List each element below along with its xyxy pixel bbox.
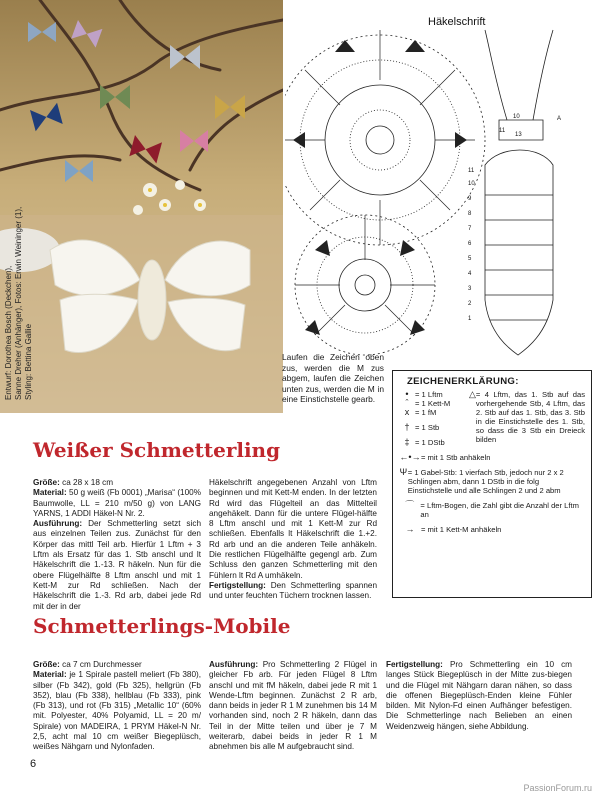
instructions-text: Der Schmetterling setzt sich aus einzelnen Teilen zus. Zunächst für den Körper das mittl Teil arb. Hierfür 1 Lftm + 3 Lftm als Ersatz für das 1. Stb anschl und lt Häkelschrift die 1.-13. R häkeln. Nun für die obere Flügelhälfte 8 Lftm anschl und mit 1 Kett-M zur Rd schließen. Nach der Häkelschrift die 1.-3. Rd arb, dabei jede Rd mit der in der <box>33 519 201 611</box>
triangle-icon: △ <box>469 389 476 399</box>
instructions-label: Ausführung: <box>209 660 259 669</box>
slip-stitch-icon: ˆ <box>405 398 409 408</box>
join-dc-icon: ←•→ <box>399 452 421 462</box>
legend-item <box>399 423 469 432</box>
legend-text: = mit 1 Kett-M anhäkeln <box>421 525 502 534</box>
section2-title: Schmetterlings-Mobile <box>33 614 291 638</box>
row-number: 10 <box>468 181 475 187</box>
section2-col1 <box>33 660 201 753</box>
section1-title: Weißer Schmetterling <box>33 438 281 462</box>
legend-text: = 1 Gabel-Stb: 1 vierfach Stb, jedoch nur 2 x 2 Schlingen abm, dann 1 DStb in die folg Einstichstelle und alle Schlingen 2 und 2 abm <box>407 468 564 495</box>
legend-title: ZEICHENERKLÄRUNG: <box>407 376 519 387</box>
watermark: PassionForum.ru <box>523 783 592 793</box>
credit-line: Sanne Dreher (Anhänger), Fotos: Erwin Weininger (1), <box>14 206 23 400</box>
row-number: 1 <box>468 316 472 322</box>
photo-credit <box>4 200 34 400</box>
legend-item <box>399 438 469 447</box>
instructions-label: Ausführung: <box>33 519 83 529</box>
size-label: Größe: <box>33 478 60 487</box>
join-slip-icon: → <box>405 524 415 534</box>
material-value: je 1 Spirale pastell meliert (Fb 380), silber (Fb 342), gold (Fb 325), hellgrün (Fb 352), blau (Fb 338), hellblau (Fb 333), pink (Fb 313), und rot (Fb 315) „Metallic 10“ (60% mit. Polyester, 40% Polyamid, LL = 20 m/ Spirale) von MADEIRA, 1 PRYM Häkel-N Nr. 2,5, acht mal 10 cm weißer Biegeplüsch, weißes Nähgarn und Nylonfaden. <box>33 670 201 752</box>
legend-basic-list <box>399 390 469 447</box>
legend-item <box>399 399 469 408</box>
butterfly-photo <box>0 0 283 413</box>
row-number: 3 <box>468 286 472 292</box>
legend-text: = 1 Lftm <box>415 390 443 399</box>
legend-text: = mit 1 Stb anhäkeln <box>421 453 491 462</box>
legend-item <box>399 453 585 462</box>
row-number: 11 <box>468 168 475 174</box>
legend-text: = 1 Stb <box>415 423 440 432</box>
double-crochet-icon: † <box>404 422 410 432</box>
row-number: 9 <box>468 196 472 202</box>
row-number: 8 <box>468 211 472 217</box>
chain-arc-icon: ⌒ <box>405 500 415 510</box>
section1-col1 <box>33 478 201 612</box>
row-number: 11 <box>499 128 506 134</box>
chain-icon: • <box>405 389 409 399</box>
section1-col2 <box>209 478 377 602</box>
material-label: Material: <box>33 670 67 680</box>
material-value: 50 g weiß (Fb 0001) „Marisa“ (100% Baumwolle, LL = 210 m/50 g) von LANG YARNS, 1 ADDI Häkel-N Nr. 2. <box>33 488 201 518</box>
legend-text: = 4 Lftm, das 1. Stb auf das vorhergehende Stb, 4 Lftm, das 2. Stb auf das 1. Stb, das 3. Stb in die Einstichstelle des 1. Stb, so dass die 3 Stb ein Dreieck bilden <box>475 390 585 444</box>
credit-line: Entwurf: Dorothea Bosch (Deckchen), <box>4 265 13 400</box>
row-number: 7 <box>468 226 472 232</box>
finishing-text: Den Schmetterling spannen und unter feuchten Tüchern trocknen lassen. <box>209 580 377 601</box>
finishing-label: Fertigstellung: <box>386 660 443 669</box>
instructions-text: Pro Schmetterling 2 Flügel in gleicher Fb arb. Für jeden Flügel 8 Lftm anschl und mit fM häkeln, dabei jede R mit 1 Wende-Lftm beginnen. Zunächst 2 R arb, dann beids in jeder R 1 M zunehmen bis 14 M vorhanden sind, noch 2 R häkeln, dann das Teil in der Mitte teilen und über je 7 M weiterarb, dabei beids in jeder R 1 M abnehmen bis alle M aufgebraucht sind. <box>209 660 378 752</box>
diagram-note: Laufen die Zeichen oben zus, werden die M zus abgem, laufen die Zeichen unten zus, werden die M in eine Einstichstelle gearb. <box>282 352 384 405</box>
legend-item <box>399 390 469 399</box>
material-label: Material: <box>33 488 67 498</box>
legend-triangle <box>469 390 585 447</box>
crochet-diagram <box>285 20 590 365</box>
single-crochet-icon: x <box>404 407 410 417</box>
section2-col3 <box>386 660 572 732</box>
legend-text: = Lftm-Bogen, die Zahl gibt die Anzahl der Lftm an <box>420 501 579 519</box>
row-number: 5 <box>468 256 472 262</box>
legend-item <box>399 468 585 495</box>
page-number: 6 <box>30 758 37 770</box>
row-number: 6 <box>468 241 472 247</box>
size-value: ca 28 x 18 cm <box>62 478 114 487</box>
row-number: 10 <box>513 114 520 120</box>
treble-crochet-icon: ‡ <box>404 437 410 447</box>
section2-col2 <box>209 660 377 753</box>
legend-text: = 1 fM <box>415 408 437 417</box>
photo-illustration <box>0 0 283 413</box>
finishing-label: Fertigstellung: <box>209 580 266 590</box>
size-label: Größe: <box>33 660 60 669</box>
row-number: 2 <box>468 301 472 307</box>
legend-item <box>399 525 585 534</box>
instructions-continued: Häkelschrift angegebenen Anzahl von Lftm beginnen und mit Kett-M enden. In der letzten Rd wird das Flügelteil an das Mittelteil angehäkelt. Dann für die untere Flügel-hälfte 8 Lftm anschl und mit 1 Kett-M zur Rd schließen. Ebenfalls lt Häkelschrift die 1.+2. Rd arb und an die anderen Teile anhäkeln. Die restlichen Flügelhälfte gegengl arb. Zum Schluss den ganzen Schmetterling mit den Fühlern lt Rd A umhäkeln. <box>209 478 377 580</box>
legend-text: = 1 Kett-M <box>415 399 451 408</box>
legend-item <box>399 408 469 417</box>
credit-line: Styling: Bettina Gallie <box>24 323 33 400</box>
row-number: 13 <box>515 132 522 138</box>
fork-stitch-icon: Ψ <box>399 467 408 477</box>
size-value: ca 7 cm Durchmesser <box>62 660 142 669</box>
finishing-text: Pro Schmetterling ein 10 cm langes Stück Biegeplüsch in der Mitte zus-biegen und die Flügel mit Nähgarn daran nähen, so dass die offenen Biegeplüsch-Enden kleine Fühler bilden. Mit Nylon-Fd einen Aufhänger befestigen. Die Schmetterlinge nach Belieben an einen Weidenzweig hängen, siehe Abbildung. <box>386 660 572 731</box>
row-number: 4 <box>468 271 472 277</box>
legend-text: = 1 DStb <box>415 438 445 447</box>
round-a-label: A <box>557 116 562 122</box>
legend-item <box>399 501 585 519</box>
legend-box <box>392 370 592 598</box>
diagram-title: Häkelschrift <box>428 16 486 28</box>
